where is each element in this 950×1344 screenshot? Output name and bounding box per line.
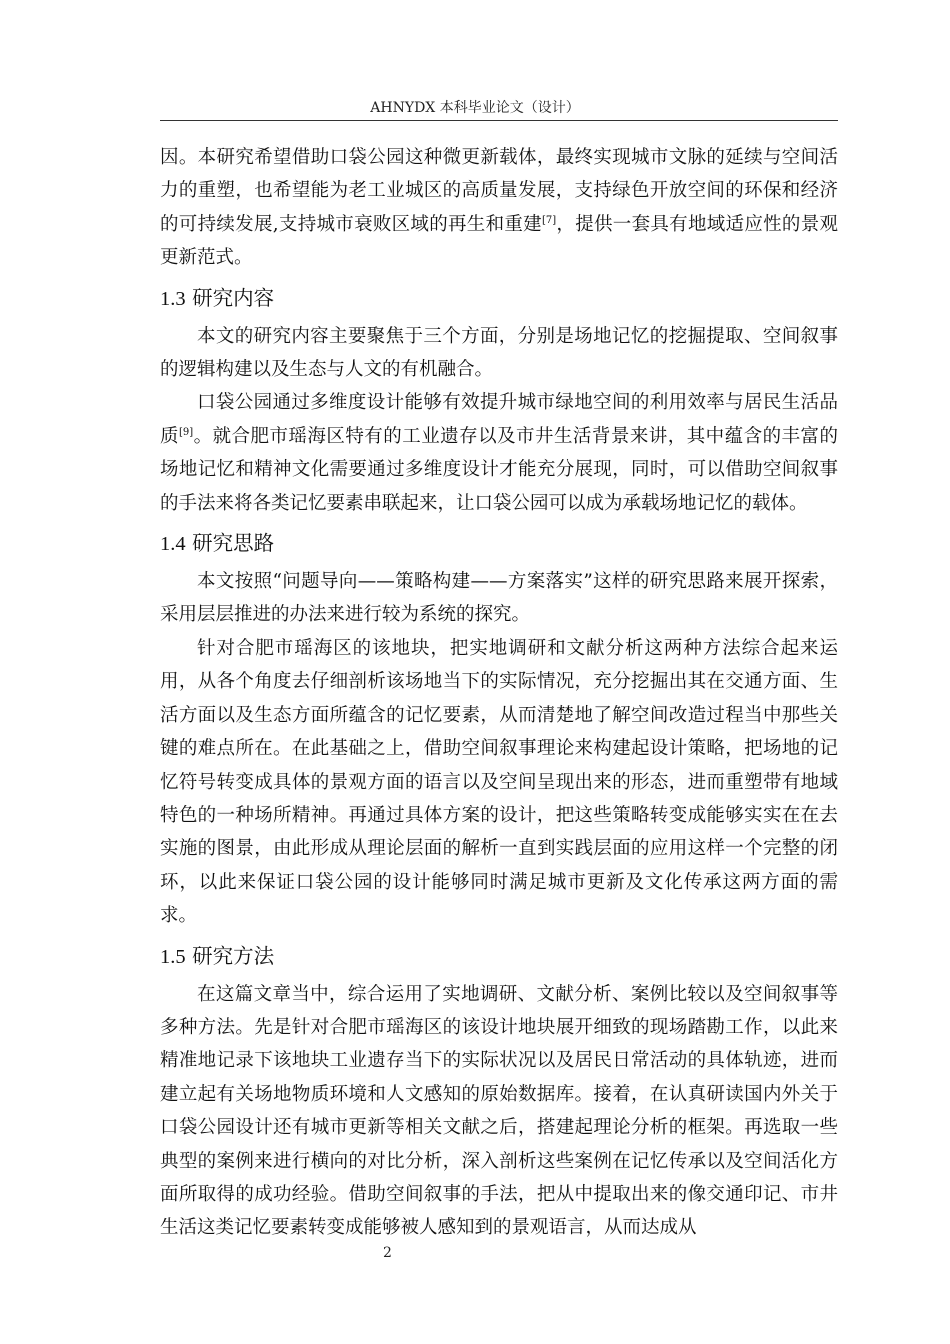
paragraph-text: 因。本研究希望借助口袋公园这种微更新载体，最终实现城市文脉的延续与空间活力的重塑，也希望能为老工业城区的高质量发展，支持绿色开放空间的环保和经济的可持续发展,支持城市衰败区域的再生和重建 xyxy=(160,147,838,235)
paragraph-text: 口袋公园通过多维度设计能够有效提升城市绿地空间的利用效率与居民生活品质 xyxy=(160,392,838,447)
section-heading-1-4 xyxy=(160,528,838,559)
paragraph xyxy=(160,386,838,520)
section-number: 1.3 xyxy=(160,287,186,310)
section-title: 研究内容 xyxy=(192,285,275,310)
section-number: 1.5 xyxy=(160,945,186,968)
paragraph: 针对合肥市瑶海区的该地块，把实地调研和文献分析这两种方法综合起来运用，从各个角度去仔细剖析该场地当下的实际情况，充分挖掘出其在交通方面、生活方面以及生态方面所蕴含的记忆要素，从而清楚地了解空间改造过程当中那些关键的难点所在。在此基础之上，借助空间叙事理论来构建起设计策略，把场地的记忆符号转变成具体的景观方面的语言以及空间呈现出来的形态，进而重塑带有地域特色的一种场所精神。再通过具体方案的设计，把这些策略转变成能够实实在在去实施的图景，由此形成从理论层面的解析一直到实践层面的应用这样一个完整的闭环，以此来保证口袋公园的设计能够同时满足城市更新及文化传承这两方面的需求。 xyxy=(160,637,838,927)
section-heading-1-3 xyxy=(160,283,838,314)
paragraph-text-tail: ，提供一套具有地域适应性的景观更新范式。 xyxy=(160,213,838,269)
paragraph: 在这篇文章当中，综合运用了实地调研、文献分析、案例比较以及空间叙事等多种方法。先是针对合肥市瑶海区的该设计地块展开细致的现场踏勘工作，以此来精准地记录下该地块工业遗存当下的实际状况以及居民日常活动的具体轨迹，进而建立起有关场地物质环境和人文感知的原始数据库。接着，在认真研读国内外关于口袋公园设计还有城市更新等相关文献之后，搭建起理论分析的框架。再选取一些典型的案例来进行横向的对比分析，深入剖析这些案例在记忆传承以及空间活化方面所取得的成功经验。借助空间叙事的手法，把从中提取出来的像交通印记、市井生活这类记忆要素转变成能够被人感知到的景观语言，从而达成从 xyxy=(160,983,838,1239)
section-heading-1-5 xyxy=(160,941,838,972)
section-title: 研究方法 xyxy=(192,943,275,968)
paragraph: 本文按照“问题导向——策略构建——方案落实”这样的研究思路来展开探索，采用层层推进的办法来进行较为系统的探究。 xyxy=(160,571,838,626)
paragraph-continued xyxy=(160,141,838,275)
running-header: AHNYDX 本科毕业论文（设计） xyxy=(370,100,580,116)
section-title: 研究思路 xyxy=(192,531,275,556)
paragraph-text-tail: 。就合肥市瑶海区特有的工业遗存以及市井生活背景来讲，其中蕴含的丰富的场地记忆和精神文化需要通过多维度设计才能充分展现，同时，可以借助空间叙事的手法来将各类记忆要素串联起来，让口袋公园可以成为承载场地记忆的载体。 xyxy=(160,425,838,514)
page-body xyxy=(160,141,838,1245)
paragraph: 本文的研究内容主要聚焦于三个方面，分别是场地记忆的挖掘提取、空间叙事的逻辑构建以及生态与人文的有机融合。 xyxy=(160,325,838,381)
header-divider xyxy=(160,120,838,121)
page-number: 2 xyxy=(383,1245,392,1261)
citation-ref: [7] xyxy=(541,214,557,226)
section-number: 1.4 xyxy=(160,533,186,556)
citation-ref: [9] xyxy=(178,426,194,438)
